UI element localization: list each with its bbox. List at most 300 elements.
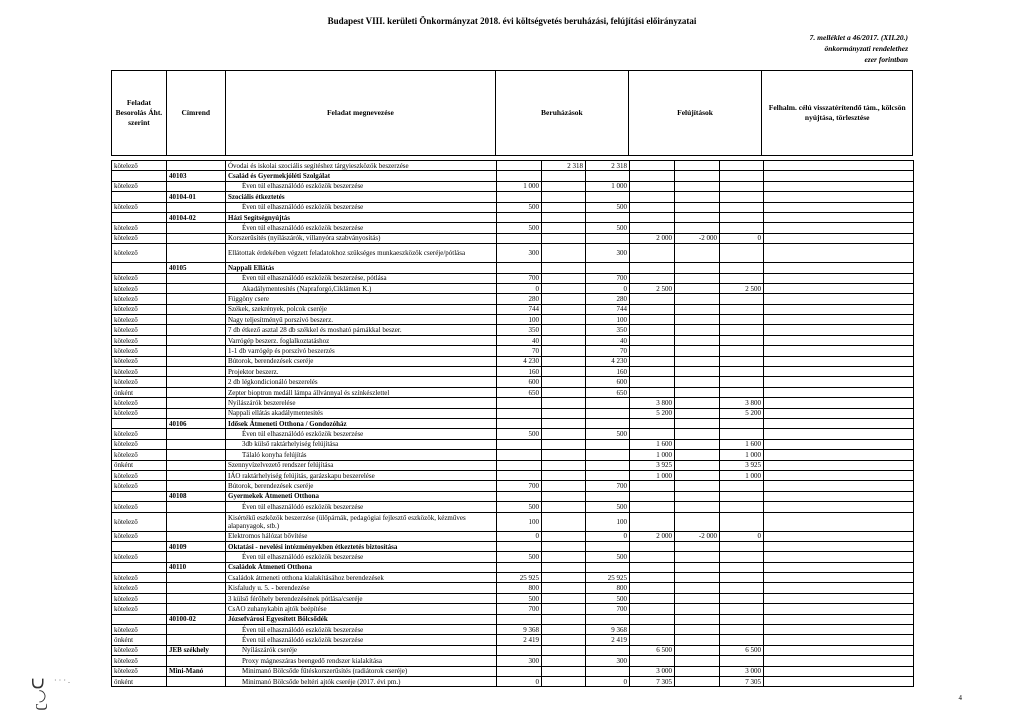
name-cell: Minimanó Bölcsőde fűtéskorszerűsítés (radiátorok cseréje) <box>226 666 497 676</box>
beruhazas-total-cell: 1 000 <box>586 181 630 191</box>
besorolas-cell <box>112 212 167 222</box>
felhalmozasi-cell <box>764 192 914 202</box>
cimrend-cell <box>167 439 226 449</box>
beruhazas-cell: 0 <box>497 531 542 541</box>
beruhazas-cell <box>497 666 542 676</box>
table-row <box>112 512 914 531</box>
felhalmozasi-cell <box>764 562 914 572</box>
cimrend-cell <box>167 356 226 366</box>
beruhazas-total-cell: 100 <box>586 512 630 531</box>
appendix-note-line: ezer forintban <box>864 55 908 64</box>
table-row <box>112 171 914 181</box>
felujitas-modositas-cell <box>675 181 720 191</box>
table-row <box>112 460 914 470</box>
beruhazas-cell: 600 <box>497 377 542 387</box>
felhalmozasi-cell <box>764 502 914 512</box>
felujitas-cell <box>630 356 675 366</box>
table-row <box>112 387 914 397</box>
besorolas-cell: kötelező <box>112 583 167 593</box>
beruhazas-modositas-cell <box>542 676 586 686</box>
beruhazas-cell: 700 <box>497 604 542 614</box>
table-row <box>112 573 914 583</box>
table-row <box>112 418 914 428</box>
name-cell: Nagy teljesítményű porszívó beszerz. <box>226 315 497 325</box>
cimrend-cell <box>167 346 226 356</box>
felhalmozasi-cell <box>764 625 914 635</box>
felujitas-modositas-cell <box>675 593 720 603</box>
felujitas-cell <box>630 429 675 439</box>
beruhazas-cell <box>497 192 542 202</box>
beruhazas-total-cell <box>586 666 630 676</box>
felhalmozasi-cell <box>764 335 914 345</box>
beruhazas-total-cell: 500 <box>586 429 630 439</box>
besorolas-cell <box>112 614 167 624</box>
cimrend-cell: 40108 <box>167 491 226 501</box>
beruhazas-modositas-cell <box>542 481 586 491</box>
felujitas-cell: 1 600 <box>630 439 675 449</box>
felujitas-modositas-cell: -2 000 <box>675 233 720 243</box>
felujitas-cell <box>630 502 675 512</box>
table-row <box>112 192 914 202</box>
besorolas-cell: kötelező <box>112 325 167 335</box>
beruhazas-total-cell: 500 <box>586 502 630 512</box>
felujitas-total-cell <box>720 418 764 428</box>
felujitas-modositas-cell <box>675 387 720 397</box>
felujitas-cell <box>630 625 675 635</box>
beruhazas-total-cell: 800 <box>586 583 630 593</box>
felhalmozasi-cell <box>764 645 914 655</box>
besorolas-cell: kötelező <box>112 356 167 366</box>
felujitas-modositas-cell <box>675 512 720 531</box>
table-row <box>112 656 914 666</box>
felhalmozasi-cell <box>764 656 914 666</box>
table-row <box>112 263 914 273</box>
beruhazas-total-cell: 2 419 <box>586 635 630 645</box>
felujitas-modositas-cell <box>675 614 720 624</box>
besorolas-cell: kötelező <box>112 429 167 439</box>
cimrend-cell <box>167 315 226 325</box>
besorolas-cell: önként <box>112 460 167 470</box>
beruhazas-total-cell: 9 368 <box>586 625 630 635</box>
felujitas-cell <box>630 223 675 233</box>
besorolas-cell: kötelező <box>112 481 167 491</box>
name-cell: Éven túl elhasználódó eszközök beszerzése <box>226 625 497 635</box>
felujitas-cell <box>630 325 675 335</box>
beruhazas-modositas-cell <box>542 418 586 428</box>
felujitas-total-cell: 6 500 <box>720 645 764 655</box>
cimrend-cell: 40106 <box>167 418 226 428</box>
felujitas-modositas-cell <box>675 635 720 645</box>
beruhazas-modositas-cell <box>542 604 586 614</box>
beruhazas-total-cell <box>586 398 630 408</box>
besorolas-cell: kötelező <box>112 573 167 583</box>
beruhazas-total-cell <box>586 541 630 551</box>
beruhazas-cell: 500 <box>497 552 542 562</box>
appendix-note-line: önkormányzati rendelethez <box>824 44 908 53</box>
beruhazas-cell: 500 <box>497 202 542 212</box>
cimrend-cell: 40110 <box>167 562 226 572</box>
besorolas-cell: kötelező <box>112 531 167 541</box>
felujitas-cell <box>630 635 675 645</box>
felhalmozasi-cell <box>764 408 914 418</box>
beruhazas-cell <box>497 418 542 428</box>
name-cell: Varrógép beszerz. foglalkoztatáshoz <box>226 335 497 345</box>
beruhazas-total-cell: 744 <box>586 304 630 314</box>
beruhazas-cell: 1 000 <box>497 181 542 191</box>
beruhazas-cell: 0 <box>497 283 542 293</box>
table-row <box>112 614 914 624</box>
beruhazas-modositas-cell <box>542 450 586 460</box>
table-row <box>112 481 914 491</box>
beruhazas-total-cell: 350 <box>586 325 630 335</box>
name-cell: Projektor beszerz. <box>226 367 497 377</box>
felujitas-total-cell <box>720 367 764 377</box>
felujitas-modositas-cell <box>675 263 720 273</box>
felujitas-cell: 3 925 <box>630 460 675 470</box>
beruhazas-modositas-cell <box>542 192 586 202</box>
cimrend-cell <box>167 573 226 583</box>
felhalmozasi-cell <box>764 367 914 377</box>
beruhazas-cell: 500 <box>497 429 542 439</box>
felujitas-total-cell <box>720 346 764 356</box>
cimrend-cell <box>167 502 226 512</box>
felujitas-cell <box>630 202 675 212</box>
beruhazas-total-cell: 300 <box>586 656 630 666</box>
beruhazas-cell <box>497 562 542 572</box>
felujitas-modositas-cell <box>675 573 720 583</box>
table-row <box>112 223 914 233</box>
beruhazas-total-cell <box>586 212 630 222</box>
beruhazas-cell: 744 <box>497 304 542 314</box>
felujitas-cell <box>630 335 675 345</box>
felujitas-modositas-cell <box>675 356 720 366</box>
beruhazas-cell: 40 <box>497 335 542 345</box>
cimrend-cell <box>167 387 226 397</box>
beruhazas-total-cell: 500 <box>586 202 630 212</box>
felujitas-cell <box>630 604 675 614</box>
cimrend-cell <box>167 531 226 541</box>
besorolas-cell: kötelező <box>112 244 167 263</box>
header-felujitasok: Felújítások <box>629 71 763 155</box>
beruhazas-cell: 350 <box>497 325 542 335</box>
beruhazas-cell <box>497 233 542 243</box>
table-row <box>112 593 914 603</box>
felujitas-total-cell <box>720 387 764 397</box>
cimrend-cell: 40104-01 <box>167 192 226 202</box>
felujitas-total-cell <box>720 562 764 572</box>
felujitas-total-cell <box>720 315 764 325</box>
table-row <box>112 676 914 686</box>
beruhazas-modositas-cell <box>542 439 586 449</box>
felujitas-total-cell <box>720 161 764 171</box>
name-cell: 2 db légkondicionáló beszerelés <box>226 377 497 387</box>
besorolas-cell: kötelező <box>112 161 167 171</box>
beruhazas-modositas-cell <box>542 635 586 645</box>
beruhazas-cell <box>497 645 542 655</box>
name-cell: CsAO zuhanykabin ajtók beépítése <box>226 604 497 614</box>
felujitas-cell: 5 200 <box>630 408 675 418</box>
besorolas-cell: kötelező <box>112 335 167 345</box>
table-row <box>112 491 914 501</box>
name-cell: Akadálymentesítés (Napraforgó,Ciklámen K.) <box>226 283 497 293</box>
cimrend-cell <box>167 367 226 377</box>
besorolas-cell: kötelező <box>112 202 167 212</box>
felujitas-cell <box>630 171 675 181</box>
felujitas-total-cell <box>720 604 764 614</box>
felhalmozasi-cell <box>764 377 914 387</box>
beruhazas-total-cell: 600 <box>586 377 630 387</box>
cimrend-cell <box>167 161 226 171</box>
beruhazas-modositas-cell <box>542 346 586 356</box>
header-felhalm: Felhalm. célú visszatérítendő tám., kölcsön nyújtása, törlesztése <box>768 103 906 122</box>
beruhazas-cell: 160 <box>497 367 542 377</box>
cimrend-cell: 40104-02 <box>167 212 226 222</box>
besorolas-cell <box>112 562 167 572</box>
felujitas-modositas-cell <box>675 192 720 202</box>
table-header <box>111 70 913 156</box>
felhalmozasi-cell <box>764 531 914 541</box>
beruhazas-total-cell <box>586 408 630 418</box>
name-cell: Éven túl elhasználódó eszközök beszerzése, pótlása <box>226 273 497 283</box>
felhalmozasi-cell <box>764 304 914 314</box>
felujitas-total-cell: 1 600 <box>720 439 764 449</box>
felhalmozasi-cell <box>764 161 914 171</box>
felhalmozasi-cell <box>764 470 914 480</box>
besorolas-cell: kötelező <box>112 450 167 460</box>
felhalmozasi-cell <box>764 325 914 335</box>
beruhazas-total-cell: 280 <box>586 294 630 304</box>
cimrend-cell: Mini-Manó <box>167 666 226 676</box>
beruhazas-total-cell <box>586 171 630 181</box>
felhalmozasi-cell <box>764 233 914 243</box>
name-cell: Kisfaludy u. 5. - berendezése <box>226 583 497 593</box>
beruhazas-total-cell <box>586 233 630 243</box>
felujitas-total-cell <box>720 614 764 624</box>
felujitas-total-cell <box>720 181 764 191</box>
felujitas-total-cell <box>720 593 764 603</box>
besorolas-cell: önként <box>112 635 167 645</box>
name-cell: 3 külső férőhely berendezésének pótlása/cseréje <box>226 593 497 603</box>
felujitas-modositas-cell <box>675 562 720 572</box>
beruhazas-total-cell <box>586 439 630 449</box>
felhalmozasi-cell <box>764 583 914 593</box>
beruhazas-cell: 25 925 <box>497 573 542 583</box>
felujitas-modositas-cell <box>675 656 720 666</box>
cimrend-cell: 40109 <box>167 541 226 551</box>
table-row <box>112 377 914 387</box>
beruhazas-modositas-cell <box>542 387 586 397</box>
felhalmozasi-cell <box>764 614 914 624</box>
table-row <box>112 450 914 460</box>
felujitas-modositas-cell <box>675 367 720 377</box>
besorolas-cell: kötelező <box>112 656 167 666</box>
beruhazas-total-cell: 500 <box>586 593 630 603</box>
felujitas-cell <box>630 273 675 283</box>
felhalmozasi-cell <box>764 604 914 614</box>
name-cell: Éven túl elhasználódó eszközök beszerzése <box>226 635 497 645</box>
name-cell: Nyílászárók beszerelése <box>226 398 497 408</box>
beruhazas-modositas-cell <box>542 512 586 531</box>
felujitas-total-cell <box>720 552 764 562</box>
besorolas-cell: kötelező <box>112 552 167 562</box>
felhalmozasi-cell <box>764 676 914 686</box>
name-cell: IÁO raktárhelyiség felújítás, garázskapu beszerelése <box>226 470 497 480</box>
cimrend-cell <box>167 450 226 460</box>
budget-table <box>111 160 914 687</box>
cimrend-cell <box>167 583 226 593</box>
table-row <box>112 202 914 212</box>
appendix-note <box>810 32 908 65</box>
cimrend-cell <box>167 181 226 191</box>
felujitas-total-cell <box>720 502 764 512</box>
felhalmozasi-cell <box>764 294 914 304</box>
beruhazas-modositas-cell <box>542 541 586 551</box>
felhalmozasi-cell <box>764 244 914 263</box>
beruhazas-total-cell: 0 <box>586 283 630 293</box>
name-cell: 3db külső raktárhelyiség felújítása <box>226 439 497 449</box>
felujitas-total-cell <box>720 635 764 645</box>
beruhazas-modositas-cell <box>542 666 586 676</box>
felujitas-total-cell <box>720 377 764 387</box>
felujitas-modositas-cell <box>675 541 720 551</box>
felhalmozasi-cell <box>764 223 914 233</box>
felhalmozasi-cell <box>764 273 914 283</box>
beruhazas-modositas-cell <box>542 398 586 408</box>
cimrend-cell <box>167 656 226 666</box>
felujitas-modositas-cell <box>675 502 720 512</box>
beruhazas-total-cell <box>586 645 630 655</box>
felujitas-cell <box>630 481 675 491</box>
felhalmozasi-cell <box>764 315 914 325</box>
beruhazas-modositas-cell <box>542 470 586 480</box>
felujitas-modositas-cell <box>675 202 720 212</box>
felujitas-cell <box>630 294 675 304</box>
besorolas-cell: kötelező <box>112 408 167 418</box>
felujitas-total-cell: 1 000 <box>720 470 764 480</box>
table-row <box>112 181 914 191</box>
beruhazas-cell <box>497 161 542 171</box>
felujitas-total-cell <box>720 202 764 212</box>
felhalmozasi-cell <box>764 212 914 222</box>
felujitas-cell: 2 000 <box>630 233 675 243</box>
beruhazas-modositas-cell <box>542 263 586 273</box>
beruhazas-cell <box>497 450 542 460</box>
besorolas-cell <box>112 491 167 501</box>
cimrend-cell: 40100-02 <box>167 614 226 624</box>
besorolas-cell <box>112 171 167 181</box>
felujitas-cell <box>630 346 675 356</box>
besorolas-cell: kötelező <box>112 604 167 614</box>
beruhazas-total-cell: 500 <box>586 223 630 233</box>
handwritten-mark: ʗ◡ᑕ <box>30 677 48 711</box>
cimrend-cell <box>167 512 226 531</box>
felujitas-modositas-cell <box>675 273 720 283</box>
felujitas-total-cell: 3 000 <box>720 666 764 676</box>
beruhazas-modositas-cell <box>542 294 586 304</box>
felujitas-total-cell <box>720 512 764 531</box>
besorolas-cell: kötelező <box>112 283 167 293</box>
beruhazas-cell: 500 <box>497 593 542 603</box>
beruhazas-modositas-cell <box>542 491 586 501</box>
name-cell: Idősek Átmeneti Otthona / Gondozóház <box>226 418 497 428</box>
beruhazas-total-cell <box>586 470 630 480</box>
name-cell: Zepter bioptron medáll lámpa állvánnyal és színkészlettel <box>226 387 497 397</box>
felujitas-cell <box>630 562 675 572</box>
beruhazas-total-cell: 300 <box>586 244 630 263</box>
felujitas-modositas-cell <box>675 470 720 480</box>
felujitas-cell <box>630 315 675 325</box>
beruhazas-total-cell: 500 <box>586 552 630 562</box>
felujitas-cell <box>630 192 675 202</box>
besorolas-cell: kötelező <box>112 315 167 325</box>
name-cell: Szennyvízelvezető rendszer felújítása <box>226 460 497 470</box>
felujitas-total-cell: 2 500 <box>720 283 764 293</box>
besorolas-cell: kötelező <box>112 502 167 512</box>
felujitas-total-cell <box>720 541 764 551</box>
beruhazas-modositas-cell <box>542 223 586 233</box>
name-cell: Gyermekek Átmeneti Otthona <box>226 491 497 501</box>
cimrend-cell <box>167 676 226 686</box>
felujitas-cell <box>630 512 675 531</box>
felhalmozasi-cell <box>764 450 914 460</box>
felujitas-total-cell: 3 800 <box>720 398 764 408</box>
besorolas-cell: kötelező <box>112 273 167 283</box>
felujitas-cell <box>630 573 675 583</box>
felujitas-cell <box>630 491 675 501</box>
felujitas-total-cell <box>720 429 764 439</box>
felujitas-total-cell: 5 200 <box>720 408 764 418</box>
name-cell: Ellátottak érdekében végzett feladatokhoz szükséges munkaeszközök cseréje/pótlása <box>226 244 497 263</box>
name-cell: Székek, szekrények, polcok cseréje <box>226 304 497 314</box>
felujitas-total-cell <box>720 335 764 345</box>
felujitas-modositas-cell <box>675 244 720 263</box>
felujitas-modositas-cell <box>675 171 720 181</box>
name-cell: 1-1 db varrógép és porszívó beszerzés <box>226 346 497 356</box>
beruhazas-cell <box>497 470 542 480</box>
besorolas-cell: kötelező <box>112 625 167 635</box>
cimrend-cell <box>167 304 226 314</box>
felujitas-cell <box>630 263 675 273</box>
cimrend-cell <box>167 408 226 418</box>
name-cell: Bútorok, berendezések cseréje <box>226 356 497 366</box>
beruhazas-modositas-cell <box>542 304 586 314</box>
beruhazas-modositas-cell <box>542 531 586 541</box>
table-row <box>112 233 914 243</box>
felujitas-modositas-cell <box>675 315 720 325</box>
beruhazas-total-cell <box>586 460 630 470</box>
name-cell: Minimanó Bölcsőde beltéri ajtók cseréje (2017. évi pm.) <box>226 676 497 686</box>
beruhazas-cell <box>497 541 542 551</box>
scan-specks: · · · . <box>54 676 70 685</box>
felhalmozasi-cell <box>764 283 914 293</box>
felhalmozasi-cell <box>764 356 914 366</box>
beruhazas-total-cell: 160 <box>586 367 630 377</box>
felujitas-cell <box>630 418 675 428</box>
felujitas-modositas-cell <box>675 604 720 614</box>
beruhazas-modositas-cell <box>542 656 586 666</box>
beruhazas-total-cell: 700 <box>586 273 630 283</box>
beruhazas-modositas-cell <box>542 573 586 583</box>
felujitas-total-cell <box>720 573 764 583</box>
felujitas-modositas-cell <box>675 491 720 501</box>
beruhazas-cell <box>497 263 542 273</box>
cimrend-cell <box>167 233 226 243</box>
felujitas-cell <box>630 181 675 191</box>
felujitas-modositas-cell <box>675 325 720 335</box>
felujitas-total-cell <box>720 491 764 501</box>
beruhazas-cell: 800 <box>497 583 542 593</box>
felujitas-modositas-cell <box>675 481 720 491</box>
